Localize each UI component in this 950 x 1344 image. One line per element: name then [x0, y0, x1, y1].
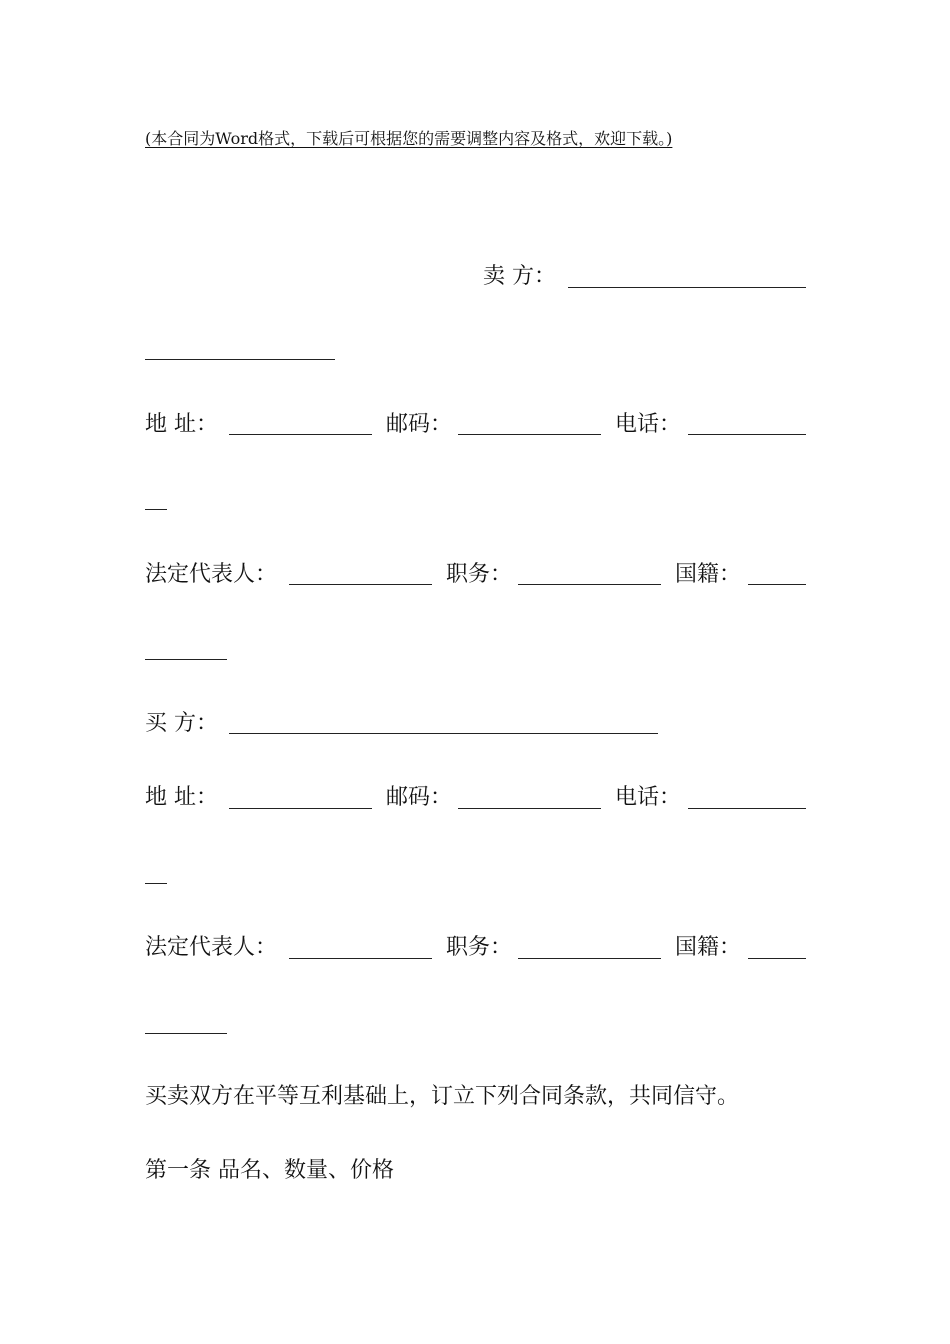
seller-name-field[interactable] [568, 287, 806, 288]
seller-legal-rep-field[interactable] [289, 584, 432, 585]
seller-name-field-continued[interactable] [145, 359, 335, 360]
seller-label: 卖 方： [483, 264, 556, 289]
buyer-name-field[interactable] [229, 733, 658, 734]
buyer-phone-label: 电话： [615, 785, 682, 810]
buyer-legal-rep-label: 法定代表人： [145, 935, 278, 960]
format-note: (本合同为Word格式，下载后可根据您的需要调整内容及格式，欢迎下载。) [145, 129, 673, 148]
seller-address-label: 地 址： [145, 412, 218, 437]
seller-nationality-field[interactable] [748, 584, 806, 585]
seller-position-field[interactable] [518, 584, 661, 585]
seller-phone-field[interactable] [688, 434, 806, 435]
buyer-legal-rep-field[interactable] [289, 958, 432, 959]
seller-phone-label: 电话： [615, 412, 682, 437]
buyer-address-field[interactable] [229, 808, 372, 809]
seller-position-label: 职务： [446, 562, 513, 587]
seller-legal-rep-label: 法定代表人： [145, 562, 278, 587]
buyer-phone-field[interactable] [688, 808, 806, 809]
buyer-nationality-field-continued[interactable] [145, 1033, 227, 1034]
seller-address-field[interactable] [229, 434, 372, 435]
buyer-nationality-label: 国籍： [675, 935, 742, 960]
buyer-label: 买 方： [145, 711, 218, 736]
buyer-phone-field-continued[interactable] [145, 883, 167, 884]
buyer-position-label: 职务： [446, 935, 513, 960]
buyer-nationality-field[interactable] [748, 958, 806, 959]
buyer-position-field[interactable] [518, 958, 661, 959]
buyer-postcode-label: 邮码： [386, 785, 453, 810]
seller-postcode-field[interactable] [458, 434, 601, 435]
seller-nationality-label: 国籍： [675, 562, 742, 587]
article-1-title: 第一条 品名、数量、价格 [145, 1158, 394, 1183]
buyer-address-label: 地 址： [145, 785, 218, 810]
contract-intro: 买卖双方在平等互利基础上，订立下列合同条款，共同信守。 [145, 1084, 740, 1109]
seller-phone-field-continued[interactable] [145, 509, 167, 510]
seller-postcode-label: 邮码： [386, 412, 453, 437]
seller-nationality-field-continued[interactable] [145, 659, 227, 660]
buyer-postcode-field[interactable] [458, 808, 601, 809]
